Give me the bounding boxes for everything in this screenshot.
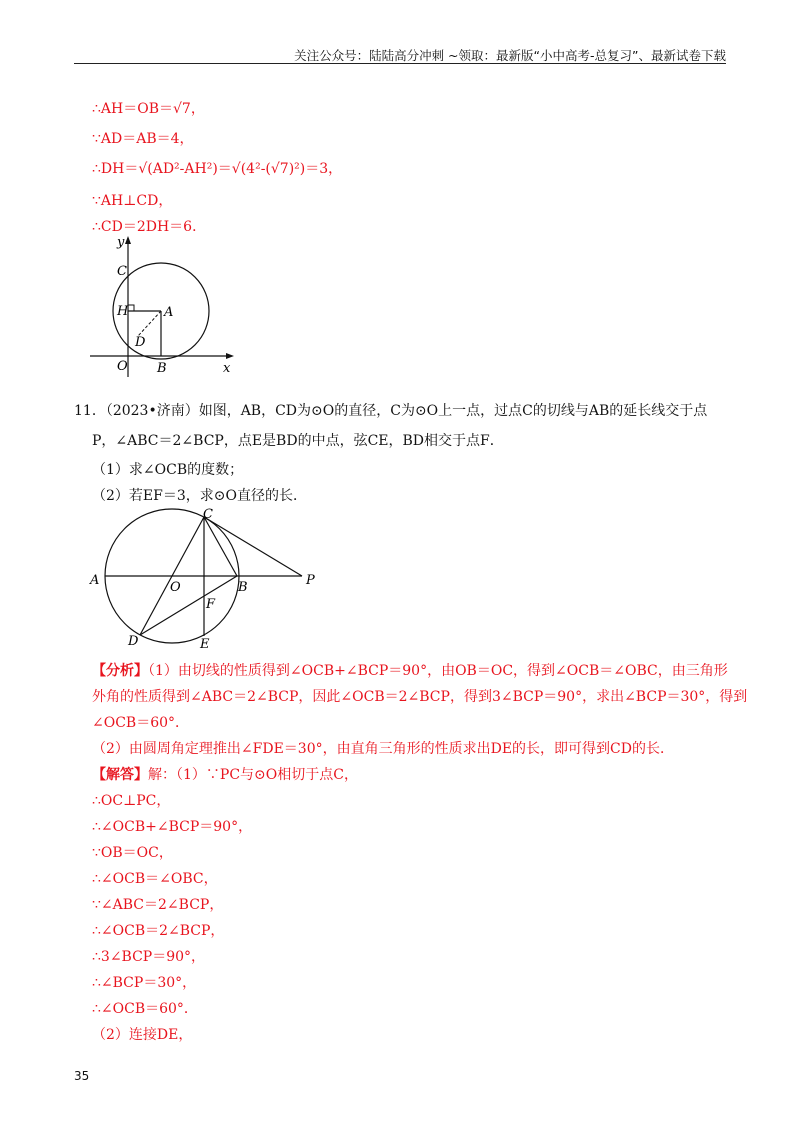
solution-step-10: （2）连接DE， [92,1027,193,1043]
analysis-line-4: （2）由圆周角定理推出∠FDE＝30°，由直角三角形的性质求出DE的长，即可得到CD的长． [92,741,674,757]
label-c: C [117,264,127,279]
label-h: H [117,304,129,319]
solution-step-5: ∵∠ABC＝2∠BCP， [92,897,224,913]
segment-ad-dashed [138,311,161,336]
problem-line-2: P，∠ABC＝2∠BCP，点E是BD的中点，弦CE，BD相交于点F． [92,433,504,449]
label-o: O [170,580,181,595]
analysis-line-1 [92,660,728,680]
solution-step-9: ∴∠OCB＝60°． [92,1001,198,1017]
analysis-line-2: 外角的性质得到∠ABC＝2∠BCP，因此∠OCB＝2∠BCP，得到3∠BCP＝90°，求出∠BCP＝30°，得到 [92,689,748,705]
top-line-3: ∴DH＝√(AD²-AH²)＝√(4²-(√7)²)＝3， [92,161,343,177]
header-rule [74,63,726,64]
solution-step-7: ∴3∠BCP＝90°， [92,949,206,965]
label-d: D [135,335,146,350]
solution-step-6: ∴∠OCB＝2∠BCP， [92,923,225,939]
figure-circle-coordinates [80,232,250,380]
solution-step-3: ∵OB＝OC， [92,845,173,861]
right-angle-mark [128,305,134,311]
analysis-tag: 【分析】 [92,663,148,679]
solution-line-1 [92,764,358,784]
solution-first: 解：（1）∵PC与⊙O相切于点C， [148,767,358,783]
label-a: A [90,573,100,588]
y-axis-arrow [125,236,131,244]
x-axis-arrow [226,353,234,359]
top-line-5: ∴CD＝2DH＝6． [92,219,207,235]
top-line-1: ∴AH＝OB＝√7， [92,101,205,117]
label-p: P [306,573,315,588]
solution-step-1: ∴OC⊥PC， [92,793,171,809]
tangent-cp [204,517,302,576]
solution-step-4: ∴∠OCB＝∠OBC， [92,871,218,887]
page-number: 35 [74,1069,90,1083]
label-y: y [117,235,125,250]
label-d: D [128,634,139,649]
question-1: （1）求∠OCB的度数； [92,462,244,478]
solution-tag: 【解答】 [92,767,148,783]
figure-circle-tangent [84,504,324,652]
solution-step-8: ∴∠BCP＝30°， [92,975,197,991]
problem-line-1: 11．（2023•济南）如图，AB，CD为⊙O的直径，C为⊙O上一点，过点C的切线与AB的延长线交于点 [74,403,708,419]
question-2: （2）若EF＝3，求⊙O直径的长． [92,488,307,504]
label-e: E [200,637,210,652]
label-o: O [117,359,128,374]
analysis-line-3: ∠OCB＝60°． [92,715,190,731]
label-x: x [223,361,231,376]
label-c: C [203,507,213,522]
top-line-2: ∵AD＝AB＝4， [92,131,194,147]
label-b: B [157,361,167,376]
analysis-text-1: （1）由切线的性质得到∠OCB+∠BCP＝90°，由OB＝OC，得到∠OCB＝∠OBC，由三角形 [148,663,728,679]
solution-step-2: ∴∠OCB+∠BCP＝90°， [92,819,253,835]
label-f: F [206,597,216,612]
label-b: B [238,580,248,595]
top-line-4: ∵AH⊥CD， [92,193,173,209]
page-header: 关注公众号：陆陆高分冲刺 ~领取：最新版“小中高考-总复习”、最新试卷下载 [294,48,726,63]
segment-db [140,576,237,635]
label-a: A [164,305,174,320]
